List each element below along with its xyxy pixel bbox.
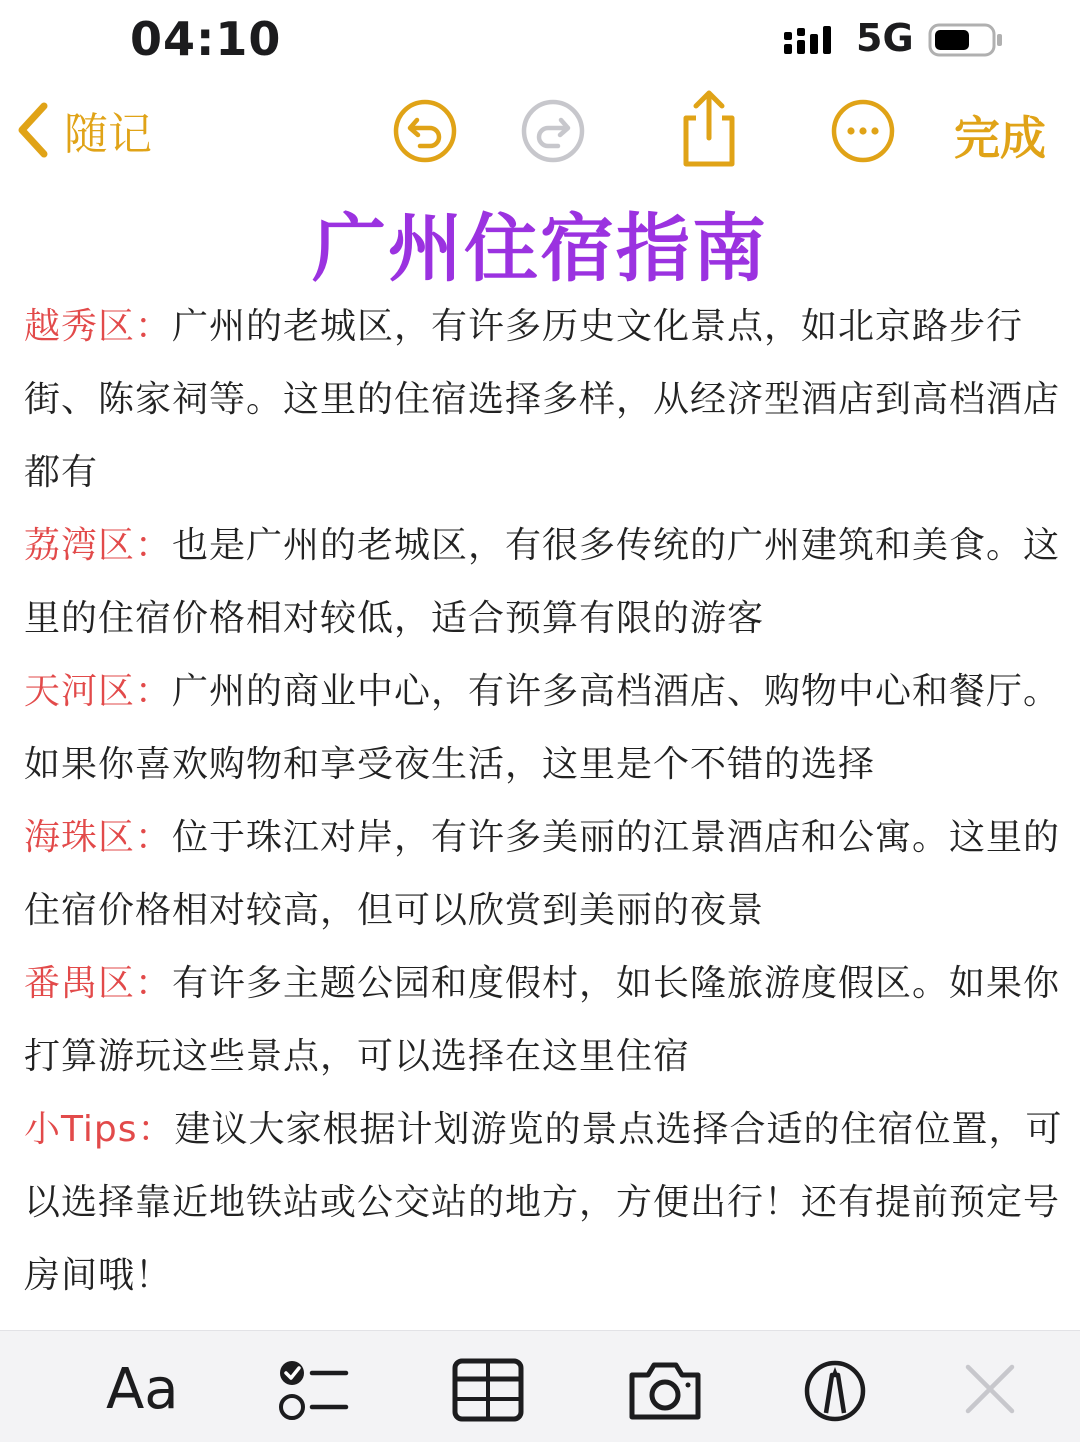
paragraph-text: 广州的商业中心，有许多高档酒店、购物中心和餐厅。如果你喜欢购物和享受夜生活，这里是个不错的选择 xyxy=(24,671,1061,785)
paragraph-haizhu xyxy=(24,801,1070,947)
paragraph-panyu xyxy=(24,947,1070,1093)
paragraph-label: 小Tips： xyxy=(24,1109,175,1150)
more-icon[interactable] xyxy=(830,98,896,164)
paragraph-text: 也是广州的老城区，有很多传统的广州建筑和美食。这里的住宿价格相对较低，适合预算有限的游客 xyxy=(24,525,1061,639)
table-icon[interactable] xyxy=(452,1355,524,1425)
note-body[interactable] xyxy=(24,290,1070,1312)
paragraph-tianhe xyxy=(24,655,1070,801)
paragraph-yuexiu xyxy=(24,290,1070,509)
paragraph-label: 天河区： xyxy=(24,671,173,712)
paragraph-label: 海珠区： xyxy=(24,817,173,858)
paragraph-tips xyxy=(24,1093,1070,1312)
paragraph-label: 越秀区： xyxy=(24,306,173,347)
markup-icon[interactable] xyxy=(802,1355,868,1425)
paragraph-label: 番禺区： xyxy=(24,963,173,1004)
battery-icon xyxy=(928,22,1004,58)
back-button[interactable] xyxy=(14,98,152,162)
share-icon[interactable] xyxy=(676,88,742,168)
checklist-icon[interactable] xyxy=(276,1355,350,1425)
format-button[interactable]: Aa xyxy=(106,1357,179,1422)
redo-icon[interactable] xyxy=(520,98,586,164)
network-type: 5G xyxy=(856,16,914,60)
paragraph-text: 位于珠江对岸，有许多美丽的江景酒店和公寓。这里的住宿价格相对较高，但可以欣赏到美丽的夜景 xyxy=(24,817,1061,931)
signal-icon xyxy=(782,22,842,58)
chevron-left-icon xyxy=(14,100,54,160)
camera-icon[interactable] xyxy=(626,1355,704,1425)
undo-icon[interactable] xyxy=(392,98,458,164)
paragraph-text: 广州的老城区，有许多历史文化景点，如北京路步行街、陈家祠等。这里的住宿选择多样，从经济型酒店到高档酒店都有 xyxy=(24,306,1061,493)
back-label: 随记 xyxy=(64,109,152,160)
paragraph-text: 建议大家根据计划游览的景点选择合适的住宿位置，可以选择靠近地铁站或公交站的地方，方便出行！还有提前预定号房间哦！ xyxy=(24,1109,1063,1296)
paragraph-liwan xyxy=(24,509,1070,655)
status-time: 04:10 xyxy=(130,12,282,66)
note-title: 广州住宿指南 xyxy=(312,206,768,292)
nav-bar xyxy=(0,80,1080,180)
paragraph-label: 荔湾区： xyxy=(24,525,173,566)
paragraph-text: 有许多主题公园和度假村，如长隆旅游度假区。如果你打算游玩这些景点，可以选择在这里住宿 xyxy=(24,963,1061,1077)
close-icon[interactable] xyxy=(962,1355,1018,1425)
bottom-toolbar xyxy=(0,1330,1080,1442)
done-button[interactable]: 完成 xyxy=(954,111,1046,165)
status-bar xyxy=(0,0,1080,80)
